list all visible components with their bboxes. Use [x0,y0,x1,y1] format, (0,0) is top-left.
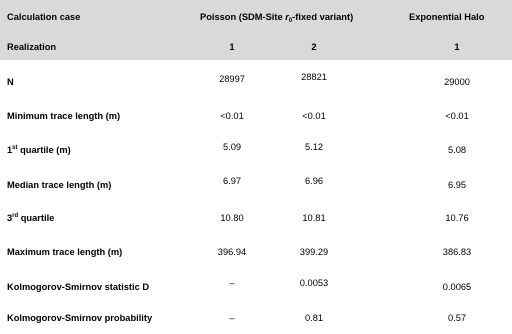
value-exponential-1: 6.95 [447,180,467,190]
value-exponential-1: 29000 [444,77,470,87]
header-row [0,0,512,30]
header-calculation-case: Calculation case [7,12,81,22]
value-poisson-1: 5.09 [222,142,242,152]
value-poisson-2: 6.96 [304,176,324,186]
realization-label: Realization [7,42,57,52]
row-label: Kolmogorov-Smirnov probability [7,313,153,323]
row-label: Minimum trace length (m) [7,111,121,121]
value-poisson-2: 399.29 [299,247,329,257]
realization-poisson-1: 1 [229,42,235,52]
value-poisson-2: 0.0053 [299,278,329,288]
value-poisson-1: – [229,278,235,288]
value-exponential-1: 5.08 [447,145,467,155]
row-label: Kolmogorov-Smirnov statistic D [7,282,150,292]
value-poisson-1: 28997 [219,74,245,84]
value-poisson-1: 10.80 [220,213,244,223]
realization-row [0,30,512,60]
row-label: Maximum trace length (m) [7,247,123,257]
table-row-ks-statistic [0,264,512,300]
table-row-maximum [0,230,512,264]
header-exponential-halo: Exponential Halo [409,12,485,22]
value-poisson-2: <0.01 [302,111,326,121]
value-poisson-2: 28821 [301,72,327,82]
value-exponential-1: 10.76 [445,213,469,223]
header-poisson: Poisson (SDM-Site $r_0$-fixed variant) [200,12,354,24]
table-row-first-quartile [0,128,512,162]
realization-poisson-2: 2 [311,42,317,52]
value-exponential-1: 0.57 [447,313,467,323]
row-label: N [7,77,14,87]
row-label: 3rd quartile [7,213,55,223]
realization-exponential-1: 1 [454,42,460,52]
value-poisson-1: 6.97 [222,176,242,186]
table-row-ks-probability [0,300,512,334]
value-poisson-1: – [229,313,235,323]
value-poisson-1: 396.94 [217,247,247,257]
table-row-n [0,60,512,94]
value-poisson-2: 10.81 [302,213,326,223]
table-row-minimum [0,94,512,128]
value-poisson-2: 5.12 [304,142,324,152]
value-exponential-1: <0.01 [445,111,469,121]
value-exponential-1: 0.0065 [442,282,472,292]
row-label: Median trace length (m) [7,180,112,190]
table-row-third-quartile [0,196,512,230]
value-exponential-1: 386.83 [442,247,472,257]
table-row-median [0,162,512,196]
value-poisson-1: <0.01 [220,111,244,121]
value-poisson-2: 0.81 [304,313,324,323]
row-label: 1st quartile (m) [7,145,71,155]
